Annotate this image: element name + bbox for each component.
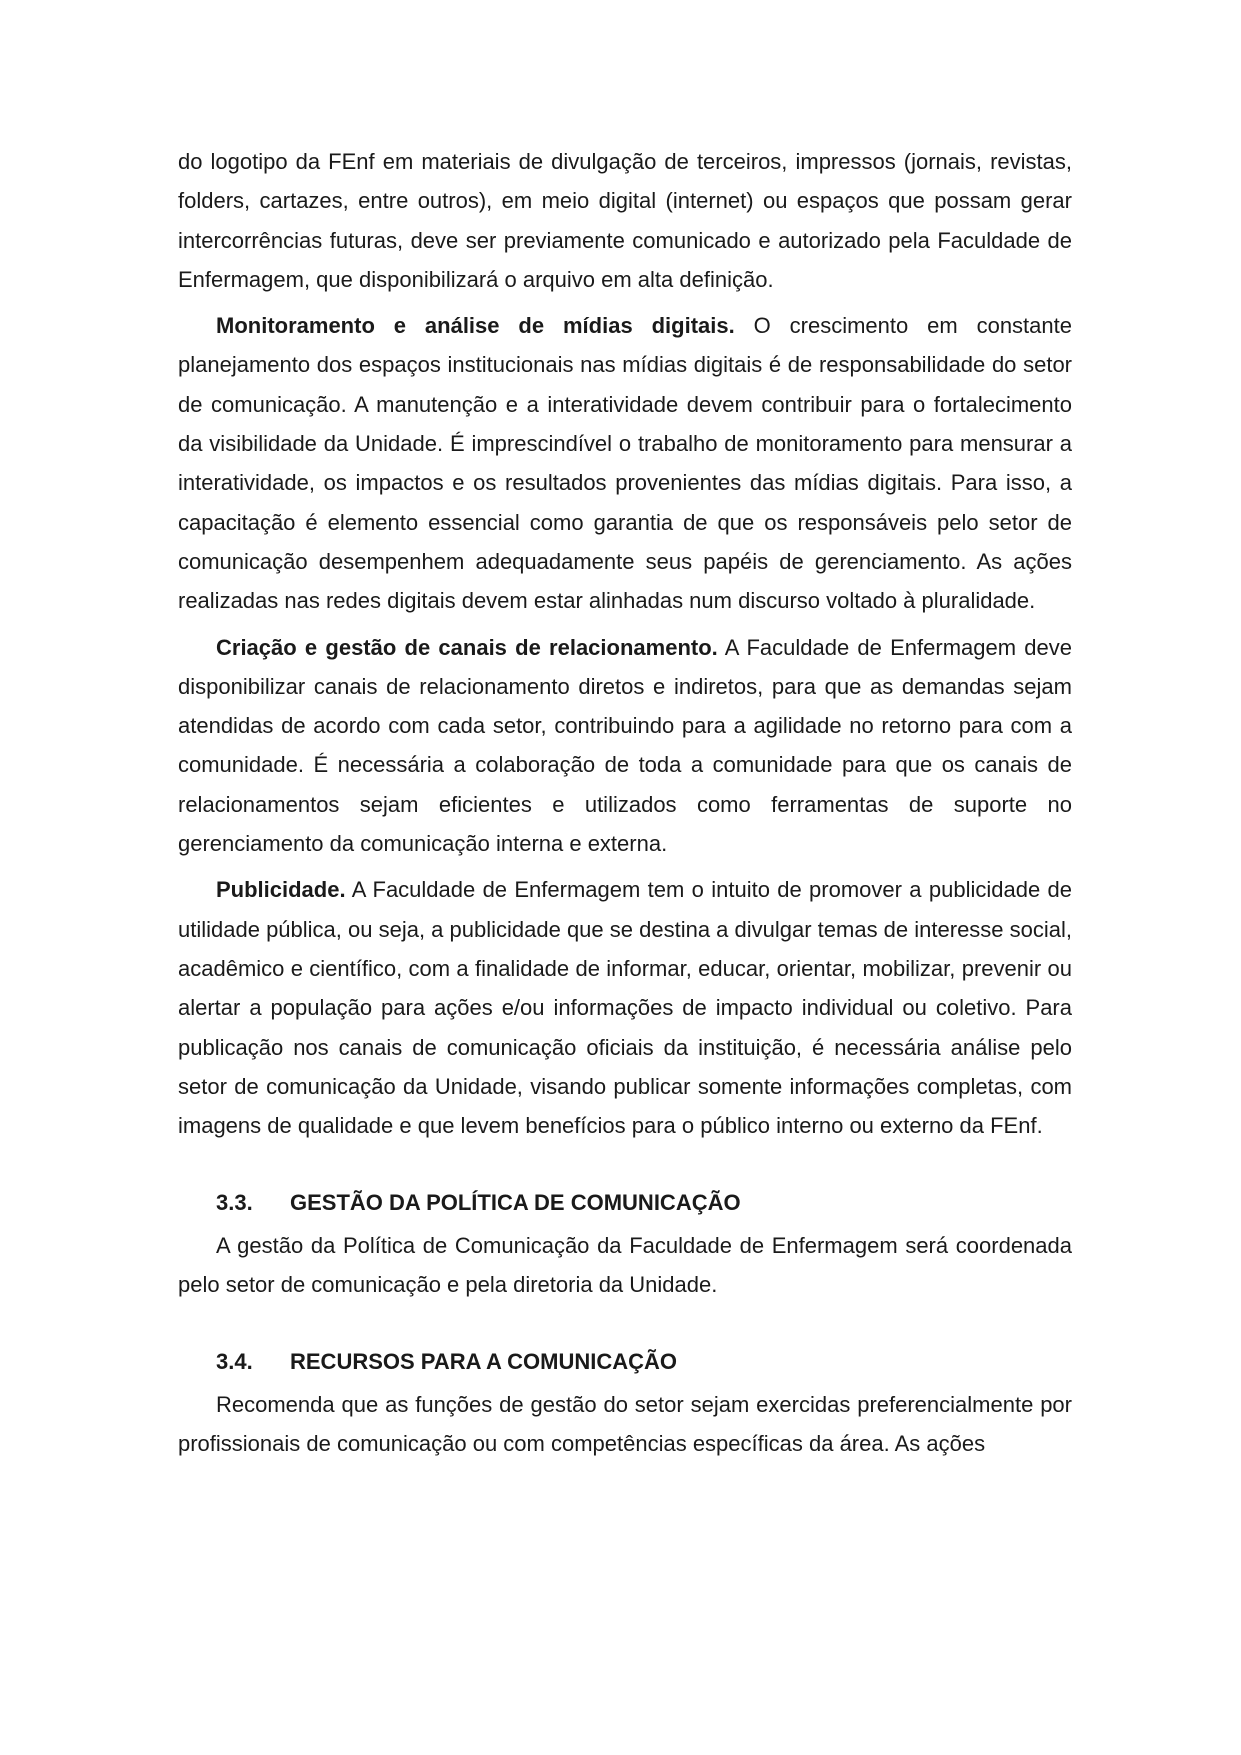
section-number: 3.3. bbox=[216, 1190, 253, 1216]
section-body-3-3 bbox=[178, 1226, 1072, 1305]
paragraph-text: O crescimento em constante planejamento dos espaços institucionais nas mídias digitais é de responsabilidade do setor de comunicação. A manutenção e a interatividade devem contribuir para o fortalecimento da visibilidade da Unidade. É imprescindível o trabalho de monitoramento para mensurar a interatividade, os impactos e os resultados provenientes das mídias digitais. Para isso, a capacitação é elemento essencial como garantia de que os responsáveis pelo setor de comunicação desempenhem adequadamente seus papéis de gerenciamento. As ações realizadas nas redes digitais devem estar alinhadas num discurso voltado à pluralidade. bbox=[178, 313, 1072, 614]
paragraph-text: do logotipo da FEnf em materiais de divulgação de terceiros, impressos (jornais, revistas, folders, cartazes, entre outros), em meio digital (internet) ou espaços que possam gerar intercorrências futuras, deve ser previamente comunicado e autorizado pela Faculdade de Enfermagem, que disponibilizará o arquivo em alta definição. bbox=[178, 149, 1072, 292]
paragraph-text: A gestão da Política de Comunicação da Faculdade de Enfermagem será coordenada pelo setor de comunicação e pela diretoria da Unidade. bbox=[178, 1232, 1072, 1298]
paragraph-lead: Criação e gestão de canais de relacionamento. bbox=[216, 634, 718, 660]
section-body-3-4 bbox=[178, 1385, 1072, 1464]
paragraph-digital-media-monitoring bbox=[178, 306, 1072, 620]
paragraph-text: Recomenda que as funções de gestão do setor sejam exercidas preferencialmente por profissionais de comunicação ou com competências específicas da área. As ações bbox=[178, 1391, 1072, 1456]
paragraph-lead: Publicidade. bbox=[216, 877, 346, 903]
document-page bbox=[178, 142, 1072, 1463]
section-title: RECURSOS PARA A COMUNICAÇÃO bbox=[290, 1349, 678, 1375]
paragraph-relationship-channels bbox=[178, 628, 1072, 864]
section-heading-3-3 bbox=[178, 1183, 1072, 1222]
paragraph-text: A Faculdade de Enfermagem deve disponibilizar canais de relacionamento diretos e indiretos, para que as demandas sejam atendidas de acordo com cada setor, contribuindo para a agilidade no retorno para com a comunidade. É necessária a colaboração de toda a comunidade para que os canais de relacionamentos sejam eficientes e utilizados como ferramentas de suporte no gerenciamento da comunicação interna e externa. bbox=[178, 634, 1072, 857]
paragraph-lead: Monitoramento e análise de mídias digitais. bbox=[216, 313, 735, 339]
paragraph-publicity bbox=[178, 870, 1072, 1145]
section-heading-3-4 bbox=[178, 1342, 1072, 1381]
section-number: 3.4. bbox=[216, 1349, 253, 1375]
paragraph-text: A Faculdade de Enfermagem tem o intuito de promover a publicidade de utilidade pública, ou seja, a publicidade que se destina a divulgar temas de interesse social, acadêmico e científico, com a finalidade de informar, educar, orientar, mobilizar, prevenir ou alertar a população para ações e/ou informações de impacto individual ou coletivo. Para publicação nos canais de comunicação oficiais da instituição, é necessária análise pelo setor de comunicação da Unidade, visando publicar somente informações completas, com imagens de qualidade e que levem benefícios para o público interno ou externo da FEnf. bbox=[178, 877, 1073, 1139]
section-title: GESTÃO DA POLÍTICA DE COMUNICAÇÃO bbox=[290, 1190, 741, 1216]
paragraph-logo-usage bbox=[178, 142, 1072, 299]
